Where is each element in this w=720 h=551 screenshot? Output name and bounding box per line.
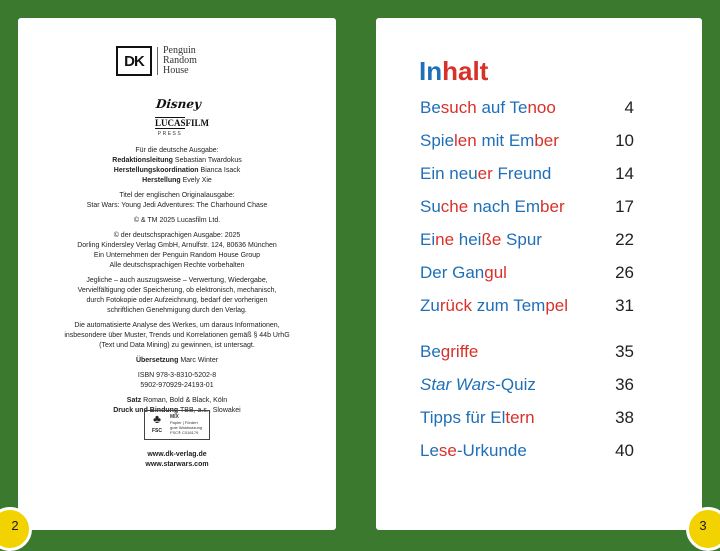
toc-entry-page: 38	[615, 408, 634, 427]
toc-entry[interactable]	[420, 341, 634, 363]
toc-entry-page: 17	[615, 197, 634, 216]
toc-entry-title	[420, 97, 556, 119]
toc-entry[interactable]	[420, 229, 634, 251]
toc-title-segment: Zu	[420, 296, 440, 315]
toc-title-segment: gul	[484, 263, 507, 282]
toc-entry-title	[420, 374, 536, 396]
toc-title-segment: pel	[545, 296, 569, 315]
page-number-right: 3	[686, 507, 720, 551]
toc-title-segment: ße	[481, 230, 502, 249]
toc-title-segment: tern	[505, 408, 535, 427]
toc-title-segment: er	[477, 164, 493, 183]
toc-entry-title	[420, 295, 568, 317]
toc-entry-page: 36	[615, 375, 634, 394]
toc-title-segment: Spie	[420, 131, 455, 150]
imprint-text: Für die deutsche Ausgabe: Redaktionsleitung Sebastian Twardokus Herstellungskoordination Bianca Isack Herstellung Evely Xie Titel der englischen Originalausgabe: Star Wars: Young Jedi Adventures: The Charhound Chase © & TM 2025 Lucasfilm Ltd. © der deutschsprachigen Ausgabe: 2025 Dorling Kindersley Verlag GmbH, Arnulfstr. 124, 80636 München Ein Unternehmen der Penguin Random House Group Alle deutschsprachigen Rechte vorbehalten Jegliche – auch auszugsweise – Verwertung, Wiedergabe, Vervielfältigung oder Speicherung, ob elektronisch, mechanisch, durch Fotokopie oder Aufzeichnung, bedarf der vorherigen schriftlichen Genehmigung durch den Verlag. Die automatisierte Analyse des Werkes, um daraus Informationen, insbesondere über Muster, Trends und Korrelationen gemäß § 44b UrhG (Text und Data Mining) zu gewinnen, ist untersagt. Übersetzung Marc Winter ISBN 978-3-8310-5202-8 5902-970929-24193-01 Satz Roman, Bold & Black, Köln Druck und Bindung TBB, a.s., Slowakei	[64, 147, 290, 414]
toc-title-segment: che	[440, 197, 469, 216]
imprint-line: Für die deutsche Ausgabe:	[135, 147, 219, 154]
toc-entry-title	[420, 341, 478, 363]
toc-entry-page: 40	[615, 441, 634, 460]
toc-title-segment: griffe	[440, 342, 479, 361]
toc-entry[interactable]	[420, 97, 634, 119]
toc-title-segment: mit Em	[476, 131, 535, 150]
fsc-label	[144, 410, 210, 440]
dk-logo: DK	[116, 46, 152, 76]
toc-entry-page: 4	[624, 98, 634, 117]
toc-title-segment: ber	[534, 131, 559, 150]
url-dk[interactable]: www.dk-verlag.de	[147, 451, 207, 458]
toc-title-segment: noo	[527, 98, 556, 117]
disney-logo: Disney	[155, 97, 202, 111]
fsc-tree-icon: ♣ FSC	[152, 412, 162, 434]
toc-title-segment: Tipps für El	[420, 408, 506, 427]
toc-title-segment: -Quiz	[495, 375, 536, 394]
toc-title-segment: -Urkunde	[456, 441, 527, 460]
fsc-text: MIX Papier | Fördert gute Waldnutzung FSC® C018179	[170, 414, 203, 435]
toc-title: Inhalt	[419, 56, 489, 86]
toc-title-segment: Su	[420, 197, 441, 216]
lucasfilm-press-logo: LUCASFILM PRESS	[155, 118, 210, 137]
toc-entry-page: 14	[615, 164, 634, 183]
toc-title-segment: Star Wars	[420, 375, 496, 394]
toc-entry-page: 26	[615, 263, 634, 282]
toc-entry[interactable]	[420, 262, 634, 284]
toc-entry-title	[420, 229, 542, 251]
toc-entry[interactable]	[420, 196, 634, 218]
toc-entry-page: 31	[615, 296, 634, 315]
penguin-random-house-logo: Penguin Random House	[163, 45, 197, 76]
toc-title-segment: Le	[420, 441, 439, 460]
toc-title-segment: se	[438, 441, 457, 460]
toc-title-segment: hei	[454, 230, 482, 249]
toc-entry-title	[420, 130, 559, 152]
toc-entry-title	[420, 163, 551, 185]
toc-entry[interactable]	[420, 163, 634, 185]
toc-title-segment: len	[454, 131, 477, 150]
toc-title-segment: Spur	[501, 230, 542, 249]
toc-entry-page: 10	[615, 131, 634, 150]
toc-entry-title	[420, 440, 527, 462]
toc-entry-title	[420, 407, 535, 429]
toc-title-segment: Be	[420, 342, 441, 361]
toc-entry-page: 35	[615, 342, 634, 361]
toc-title-segment: such	[440, 98, 477, 117]
toc-entry[interactable]	[420, 440, 634, 462]
toc-title-segment: zum Tem	[471, 296, 546, 315]
toc-entry[interactable]	[420, 295, 634, 317]
toc-entry-page: 22	[615, 230, 634, 249]
toc-title-segment: nach Em	[468, 197, 541, 216]
publisher-logo	[116, 46, 197, 76]
logo-divider	[157, 47, 158, 75]
toc-title-segment: Be	[420, 98, 441, 117]
toc-title-segment: Der Gan	[420, 263, 485, 282]
toc-entry-title	[420, 262, 507, 284]
toc-entry[interactable]	[420, 407, 634, 429]
toc-title-segment: Freund	[492, 164, 552, 183]
toc-entry[interactable]	[420, 130, 634, 152]
website-links	[46, 450, 308, 470]
toc-title-segment: Ei	[420, 230, 436, 249]
page-number-left: 2	[0, 507, 32, 551]
toc-entry[interactable]	[420, 374, 634, 396]
toc-entry-title	[420, 196, 565, 218]
toc-title-segment: ne	[435, 230, 455, 249]
toc-title-segment: rück	[439, 296, 472, 315]
url-starwars[interactable]: www.starwars.com	[145, 461, 209, 468]
toc-title-segment: Ein neu	[420, 164, 478, 183]
toc-title-segment: ber	[540, 197, 565, 216]
toc-title-segment: auf Te	[476, 98, 528, 117]
